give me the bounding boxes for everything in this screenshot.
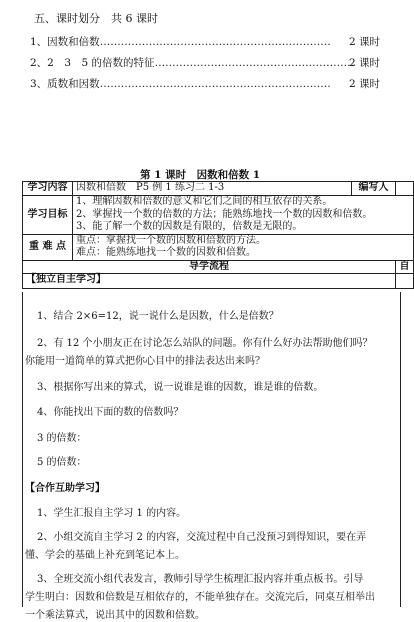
schedule-item-1 xyxy=(30,34,380,49)
dot-leader: ………………………………………………………… xyxy=(99,36,331,48)
independent-heading-row xyxy=(23,274,414,289)
goals-row xyxy=(23,196,414,235)
cooperative-heading: 【合作互助学习】 xyxy=(25,483,105,494)
question-2-line-1: 2、有 12 个小朋友正在讨论怎么站队的问题。你有什么好办法帮助他们吗？ xyxy=(37,338,373,349)
schedule-hours: 2 课时 xyxy=(348,78,380,90)
question-1: 1、结合 2×6=12，说一说什么是因数，什么是倍数？ xyxy=(37,311,279,322)
goal-item: 1、理解因数和倍数的意义和它们之间的相互依存的关系。 xyxy=(75,196,333,207)
lesson-plan-table xyxy=(22,181,414,289)
key-row xyxy=(23,234,414,260)
question-4: 4、你能找出下面的数的倍数吗？ xyxy=(37,407,184,418)
flow-header: 导学流程 xyxy=(23,260,396,274)
schedule-label: 1、因数和倍数 xyxy=(30,36,100,48)
lesson-title: 第 1 课时 因数和倍数 1 xyxy=(139,169,261,181)
schedule-hours: 2 课时 xyxy=(348,57,380,69)
coop-item-1: 1、学生汇报自主学习 1 的内容。 xyxy=(37,508,187,519)
key-value xyxy=(72,234,413,260)
key-label: 重 难 点 xyxy=(23,234,73,260)
schedule-item-3 xyxy=(30,76,380,91)
goals-value xyxy=(72,196,413,235)
question-3: 3、根据你写出来的算式，说一说谁是谁的因数，谁是谁的倍数。 xyxy=(37,382,324,393)
key-point: 重点：掌握找一个数的因数和倍数的方法。 xyxy=(75,234,266,246)
goal-item: 2、掌握找一个数的倍数的方法；能熟练地找一个数的因数和倍数。 xyxy=(75,208,373,220)
dot-leader: ………………………………………………………… xyxy=(99,78,331,90)
dot-leader: ………………………………………………… xyxy=(154,57,355,69)
schedule-item-2 xyxy=(30,55,380,70)
multiples-of-3: 3 的倍数： xyxy=(37,433,87,444)
flow-header-row xyxy=(23,260,414,274)
question-2-line-2: 你能用一道简单的算式把你心目中的排法表达出来吗？ xyxy=(25,356,265,367)
coop-item-2-line-1: 2、小组交流自主学习 2 的内容，交流过程中自己没预习到得知识，要在弄 xyxy=(37,532,367,543)
multiples-of-5: 5 的倍数： xyxy=(37,457,87,468)
coop-item-3-line-2: 学生明白：因数和倍数是互相依存的，不能单独存在。交流完后，同桌互相举出 xyxy=(25,592,375,603)
key-point: 难点：能熟练地找一个数的因数和倍数。 xyxy=(75,247,256,258)
author-value xyxy=(395,182,413,196)
flow-body xyxy=(22,292,401,621)
side-header: 自 xyxy=(395,260,413,274)
content-value: 因数和倍数 P5 例 1 练习二 1-3 xyxy=(72,182,351,196)
author-label: 编写人 xyxy=(352,182,396,196)
independent-heading: 【独立自主学习】 xyxy=(23,274,396,289)
coop-item-3-line-1: 3、全班交流小组代表发言，教师引导学生梳理汇报内容并重点板书。引导 xyxy=(37,574,364,585)
coop-item-2-line-2: 懂、学会的基础上补充到笔记本上。 xyxy=(25,550,185,561)
side-cell xyxy=(395,274,413,289)
goals-label: 学习目标 xyxy=(23,196,73,235)
content-row xyxy=(23,182,414,196)
content-label: 学习内容 xyxy=(23,182,73,196)
schedule-label: 2、2 3 5 的倍数的特征 xyxy=(30,57,155,69)
schedule-hours: 2 课时 xyxy=(348,36,380,48)
goal-item: 3、能了解一个数的因数是有限的，倍数是无限的。 xyxy=(75,221,303,232)
section-heading: 五、课时划分 共 6 课时 xyxy=(34,12,158,25)
coop-item-3-line-3: 一个乘法算式，说出其中的因数和倍数。 xyxy=(25,610,205,621)
schedule-label: 3、质数和因数 xyxy=(30,78,100,90)
